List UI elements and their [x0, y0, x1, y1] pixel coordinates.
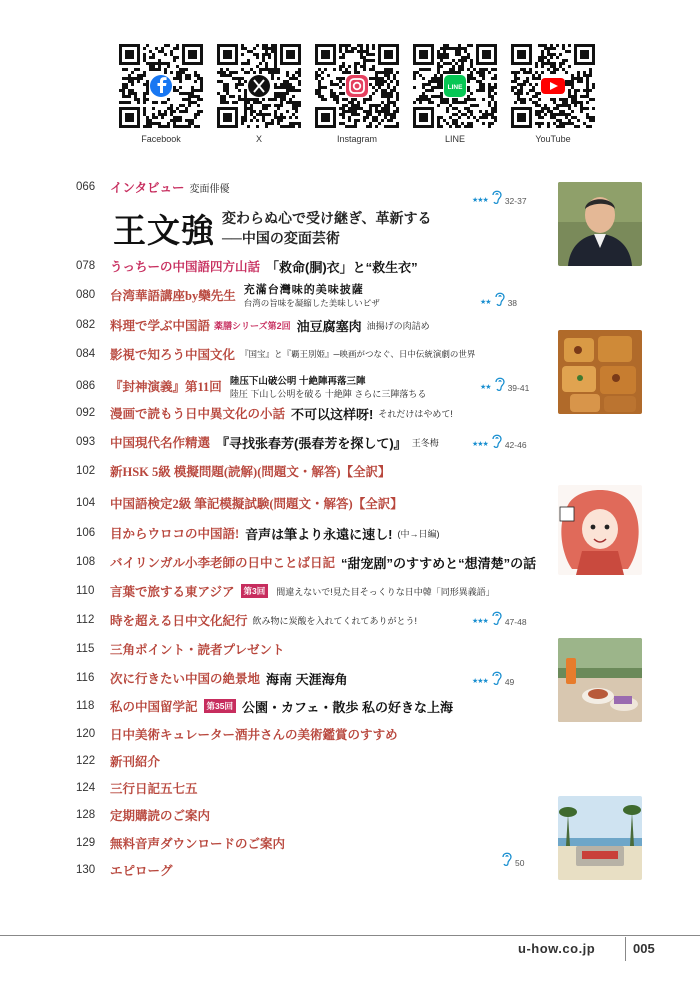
- toc-subtitle: 充滿台灣味的美味披薩: [243, 284, 364, 296]
- line-icon: [444, 75, 466, 97]
- series-badge: 第3回: [241, 584, 269, 598]
- ear-icon: [490, 609, 504, 627]
- toc-page-number: 122: [76, 755, 96, 767]
- toc-page-number: 130: [76, 864, 96, 876]
- interview-tagline-sub: ──中国の変面芸術: [222, 232, 340, 247]
- difficulty-stars: ★★: [480, 384, 491, 391]
- toc-title: バイリンガル小李老師の日中ことば日記: [110, 556, 336, 570]
- audio-marker-interview[interactable]: [472, 188, 527, 206]
- toc-subtitle: 海南 天涯海角: [266, 671, 348, 687]
- audio-pages: 39-41: [507, 383, 530, 393]
- toc-text-stack: [230, 373, 427, 400]
- toc-entry-128[interactable]: [76, 804, 210, 826]
- toc-entry-124[interactable]: [76, 777, 198, 799]
- toc-page-number: 082: [76, 319, 96, 331]
- qr-facebook[interactable]: [118, 44, 204, 144]
- toc-title: 三行日記五七五: [110, 782, 198, 796]
- toc-entry-112[interactable]: [76, 609, 417, 631]
- tianya-haijiao-photo: [558, 796, 642, 880]
- difficulty-stars: ★★★: [472, 618, 488, 625]
- toc-page-number: 118: [76, 700, 95, 712]
- ear-icon: [490, 188, 504, 206]
- interview-portrait-photo: [558, 182, 642, 266]
- x-qr-code: [217, 44, 301, 128]
- toc-page-number: 066: [76, 181, 96, 193]
- svg-text:LINE: LINE: [447, 84, 463, 91]
- audio-marker-129[interactable]: [498, 850, 524, 868]
- footer-separator: [625, 937, 626, 961]
- toc-entry-086[interactable]: [76, 372, 426, 400]
- toc-subtitle: 公園・カフェ・散歩 私の好きな上海: [241, 699, 453, 715]
- qr-line[interactable]: [412, 44, 498, 144]
- difficulty-stars: ★★★: [472, 197, 488, 204]
- toc-page-number: 115: [76, 643, 95, 655]
- toc-title: 私の中国留学記: [110, 700, 198, 714]
- toc-subtitle: “甜宠剧”のすすめと“想清楚”の話: [341, 555, 537, 571]
- toc-entry-116[interactable]: [76, 667, 348, 689]
- cafe-photo: [558, 638, 642, 722]
- interview-role: 変面俳優: [189, 183, 230, 195]
- toc-entry-110[interactable]: [76, 580, 495, 602]
- toc-page-number: 078: [76, 260, 96, 272]
- toc-note: 王冬梅: [411, 437, 439, 448]
- toc-entry-104[interactable]: [76, 492, 403, 514]
- toc-note: 油揚げの肉詰め: [366, 320, 430, 331]
- toc-page-number: 106: [76, 527, 96, 539]
- toc-page-number: 093: [76, 436, 96, 448]
- tofu-dish-photo: [558, 330, 642, 414]
- toc-page-number: 112: [76, 614, 95, 626]
- toc-page-number: 092: [76, 407, 96, 419]
- audio-pages: 32-37: [504, 196, 527, 206]
- toc-entry-130[interactable]: [76, 859, 173, 881]
- footer-divider: [0, 935, 700, 936]
- audio-marker-080[interactable]: [480, 290, 517, 308]
- toc-entry-115[interactable]: [76, 638, 285, 660]
- difficulty-stars: ★★★: [472, 678, 488, 685]
- toc-subtitle: 音声は筆より永遠に速し!: [245, 526, 393, 542]
- facebook-icon: [150, 75, 172, 97]
- interview-name: 王文強: [113, 214, 215, 250]
- difficulty-stars: ★★: [480, 299, 491, 306]
- qr-label-facebook: Facebook: [141, 134, 181, 144]
- footer-page-number: 005: [633, 941, 655, 956]
- facebook-qr-code: [119, 44, 203, 128]
- toc-entry-122[interactable]: [76, 750, 160, 772]
- toc-subtitle: 「救命(胴)衣」と“救生衣”: [266, 259, 418, 275]
- qr-label-youtube: YouTube: [535, 134, 571, 144]
- toc-title: 定期購読のご案内: [110, 809, 211, 823]
- audio-marker-116[interactable]: [472, 669, 514, 687]
- toc-note: 『国宝』と『覇王別姫』─映画がつなぐ、日中伝統演劇の世界: [240, 349, 476, 359]
- toc-entry-108[interactable]: [76, 551, 536, 573]
- difficulty-stars: ★★★: [472, 441, 488, 448]
- toc-title: 時を超える日中文化紀行: [110, 614, 248, 628]
- toc-title: 新HSK 5級 模擬問題(読解)(問題文・解答)【全訳】: [110, 465, 391, 479]
- toc-page-number: 124: [76, 782, 96, 794]
- instagram-qr-code: [315, 44, 399, 128]
- toc-entry-078[interactable]: [76, 255, 418, 277]
- ear-icon: [490, 669, 504, 687]
- line-qr-code: [413, 44, 497, 128]
- toc-entry-129[interactable]: [76, 832, 285, 854]
- toc-title: 影視で知ろう中国文化: [110, 348, 236, 362]
- interview-tagline: 変わらぬ心で受け継ぎ、革新する: [222, 212, 432, 227]
- qr-youtube[interactable]: [510, 44, 596, 144]
- toc-entry-102[interactable]: [76, 460, 391, 482]
- toc-title: 中国現代名作精選: [110, 436, 211, 450]
- toc-page-number: 128: [76, 809, 96, 821]
- youtube-qr-code: [511, 44, 595, 128]
- toc-title: 中国語検定2級 筆記模擬試験(問題文・解答)【全訳】: [110, 497, 403, 511]
- toc-title: 無料音声ダウンロードのご案内: [110, 837, 286, 851]
- instagram-icon: [346, 75, 368, 97]
- qr-label-instagram: Instagram: [336, 134, 378, 144]
- audio-pages: 50: [515, 858, 525, 868]
- interview-label: インタビュー: [110, 181, 185, 195]
- toc-page-number: 084: [76, 348, 96, 360]
- toc-page-number: 080: [76, 289, 96, 301]
- toc-subtitle: 『寻找张春芳(張春芳を探して)』: [216, 435, 407, 451]
- manga-illustration: [558, 485, 642, 575]
- series-badge: 第35回: [204, 699, 236, 713]
- toc-entry-120[interactable]: [76, 723, 398, 745]
- toc-entry-084[interactable]: [76, 343, 475, 365]
- toc-page-number: 104: [76, 497, 96, 509]
- toc-page-number: 116: [76, 672, 95, 684]
- x-icon: [248, 75, 270, 97]
- toc-page-number: 129: [76, 837, 96, 849]
- ear-icon: [500, 850, 514, 868]
- qr-label-x: X: [255, 134, 262, 144]
- toc-title: 目からウロコの中国語!: [110, 527, 240, 541]
- toc-subtitle: 油豆腐塞肉: [296, 318, 362, 334]
- toc-title: 新刊紹介: [110, 755, 161, 769]
- toc-entry-082[interactable]: [76, 314, 430, 336]
- audio-pages: 38: [507, 298, 518, 308]
- toc-title: 台湾華語講座by欒先生: [110, 289, 236, 303]
- toc-entry-interview[interactable]: [76, 176, 230, 198]
- toc-page-number: 108: [76, 556, 96, 568]
- qr-label-line: LINE: [444, 134, 465, 144]
- youtube-icon: [541, 78, 565, 94]
- toc-title: 『封神演義』第11回: [110, 380, 222, 394]
- toc-note: 陸圧 下山し公明を破る 十絶陣 さらに三陣落ちる: [229, 388, 427, 399]
- toc-title: 次に行きたい中国の絶景地: [110, 672, 261, 686]
- toc-entry-080[interactable]: [76, 284, 380, 306]
- toc-page-number: 110: [76, 585, 95, 597]
- audio-marker-086[interactable]: [480, 375, 529, 393]
- audio-marker-112[interactable]: [472, 609, 527, 627]
- ear-icon: [493, 290, 507, 308]
- toc-note: 飲み物に炭酸を入れてくれてありがとう!: [252, 615, 418, 626]
- toc-title: 漫画で読もう日中異文化の小話: [110, 407, 286, 421]
- toc-title: エピローグ: [110, 864, 173, 878]
- audio-pages: 47-48: [504, 617, 527, 627]
- toc-subtitle: 陸压下山破公明 十絶陣再落三陣: [229, 375, 366, 387]
- toc-title: うっちーの中国語四方山話: [110, 260, 261, 274]
- toc-note: 台湾の旨味を凝縮した美味しいピザ: [243, 298, 380, 308]
- toc-title: 日中美術キュレーター酒井さんの美術鑑賞のすすめ: [110, 728, 398, 742]
- footer-url[interactable]: u-how.co.jp: [518, 941, 596, 956]
- toc-text-stack: [244, 281, 380, 309]
- audio-marker-093[interactable]: [472, 432, 527, 450]
- toc-title: 料理で学ぶ中国語: [110, 319, 211, 333]
- toc-subtitle: 不可以这样呀!: [291, 406, 374, 422]
- social-qr-row: [118, 44, 596, 144]
- qr-x[interactable]: [216, 44, 302, 144]
- toc-entry-106[interactable]: [76, 522, 440, 544]
- toc-note: それだけはやめて!: [378, 408, 453, 419]
- toc-page-number: 086: [76, 380, 96, 392]
- series-label: 薬膳シリーズ第2回: [214, 320, 291, 331]
- toc-title: 言葉で旅する東アジア: [110, 585, 235, 599]
- toc-entry-092[interactable]: [76, 402, 453, 424]
- audio-pages: 42-46: [504, 440, 527, 450]
- toc-page-number: 102: [76, 465, 96, 477]
- ear-icon: [493, 375, 507, 393]
- ear-icon: [490, 432, 504, 450]
- audio-pages: 49: [504, 677, 515, 687]
- toc-entry-118[interactable]: [76, 695, 453, 717]
- toc-note: (中→日編): [397, 528, 440, 539]
- toc-entry-093[interactable]: [76, 431, 439, 453]
- toc-title: 三角ポイント・読者プレゼント: [110, 643, 285, 657]
- qr-instagram[interactable]: [314, 44, 400, 144]
- toc-page-number: 120: [76, 728, 96, 740]
- toc-note: 間違えないで!見た目そっくりな日中韓「同形異義語」: [276, 586, 495, 597]
